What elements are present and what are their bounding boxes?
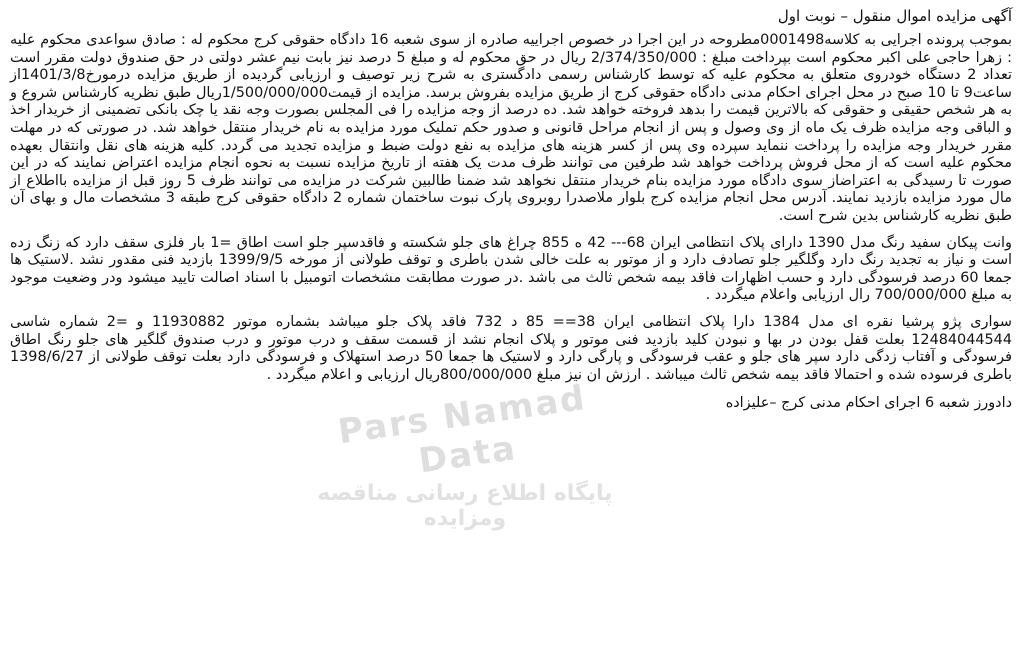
watermark-brand: Pars Namad Data	[335, 377, 589, 482]
notice-paragraph-main: بموجب پرونده اجرایی به کلاسه0001498مطروحه در این اجرا در خصوص اجراییه صادره از سوی شعبه 16 دادگاه حقوقی کرج محکوم له : صادق سواعدی محکوم علیه : زهرا حاجی علی اکبر محکوم است بپرداخت مبلغ : 2/374/350/000 ریال در حق محکوم له و مبلغ 5 درصد نیز بابت نیم عشر دولتی در حق صندوق دولت مقرر است تعداد 2 دستگاه خودروی متعلق به محکوم علیه که توسط کارشناس رسمی دادگستری به شرح زیر توصیف و ارزیابی گردیده از طریق مزایده درمورخ1401/3/8از ساعت9 تا 10 صبح در محل اجرای احکام مدنی دادگاه حقوقی کرج از طریق مزایده بفروش برسد. مزایده از قیمت1/500/000/000ریال طبق نظریه کارشناس شروع و به هر شخص حقیقی و حقوقی که بالاترین قیمت را بدهد فروخته خواهد شد. ده درصد از وجه مزایده را فی المجلس بصورت وجه نقد یا چک بانکی تضمینی از خریدار اخذ و الباقی وجه مزایده ظرف یک ماه از وی وصول و پس از انجام مراحل قانونی و صدور حکم تملیک مورد مزایده به نام خریدار منتقل خواهد شد. در صورتی که در مهلت مقرر خریدار وجه مزایده را پرداخت ننماید سپرده وی پس از کسر هزینه های مزایده به نفع دولت ضبط و مزایده تجدید می گردد. کلیه هزینه های نقل وانتقال بعهده محکوم علیه است که از محل فروش پرداخت خواهد شد طرفین می توانند ظرف مدت یک هفته از تاریخ مزایده نسبت به نحوه انجام مزایده اعتراض نمایند که در این صورت تا رسیدگی به اعتراضاز سوی دادگاه مورد مزایده بنام خریدار منتقل نخواهد شد ضمنا طالبین شرکت در مزایده می توانند ظرف 5 روز قبل از مزایده بااطلاع از مال مورد مزایده بازدید نمایند. آدرس محل انجام مزایده کرج بلوار ملاصدرا روبروی پارک نبوت ساختمان شماره 2 دادگاه حقوقی کرج طبقه 3 مشخصات مال و بهای آن طبق نظریه کارشناس بدین شرح است.	[10, 32, 1013, 224]
watermark-site: پایگاه اطلاع رسانی مناقصه ومزایده	[317, 481, 613, 531]
notice-heading: آگهی مزایده اموال منقول – نوبت اول	[777, 7, 1012, 25]
notice-paragraph-vehicle-1: وانت پیکان سفید رنگ مدل 1390 دارای پلاک انتظامی ایران 68--- 42 ه 855 چراغ های جلو شکسته و فاقدسپر جلو است اطاق =1 بار فلزی سقف دارد که زنگ زده است و نیاز به تجدید رنگ دارد وگلگیر جلو تصادف دارد و از موتور به علت خالی شدن باطری و توقف طولانی از مورخه 1399/9/5 بازدید فنی مقدور نشد .لاستیک ها جمعا 60 درصد فرسودگی دارد و حسب اظهارات فاقد بیمه شخص ثالث می باشد .در صورت مطابقت مشخصات اتومبیل با اسناد اصالت تایید میشود ودر وضعیت موجود به مبلغ 700/000/000 رال ارزیابی واعلام میگردد .	[10, 234, 1012, 304]
notice-signature: دادورز شعبه 6 اجرای احکام مدنی کرج –علیزاده	[725, 395, 1012, 412]
notice-paragraph-vehicle-2: سواری پژو پرشیا نقره ای مدل 1384 دارا پلاک انتظامی ایران 38== 85 د 732 فاقد پلاک جلو میباشد بشماره موتور 11930882 و =2 شماره شاسی 12484044544 بعلت قفل بودن در بها و نبودن کلید بازدید فنی موتور و پلاک انجام نشد از قسمت سقف و درب موتور و درب صندوق گلگیر های جلو رنگ اطاق فرسودگی و آفتاب زدگی دارد سپر های جلو و عقب فرسودگی و پارگی دارد و لاستیک ها جمعا 50 درصد استهلاک و فرسودگی دارد بعلت توقف طولانی از 1398/6/27 باطری فرسوده شده و احتمالا فاقد بیمه شخص ثالث میباشد . ارزش ان نیز مبلغ 800/000/000ریال ارزیابی و اعلام میگردد .	[10, 313, 1012, 383]
